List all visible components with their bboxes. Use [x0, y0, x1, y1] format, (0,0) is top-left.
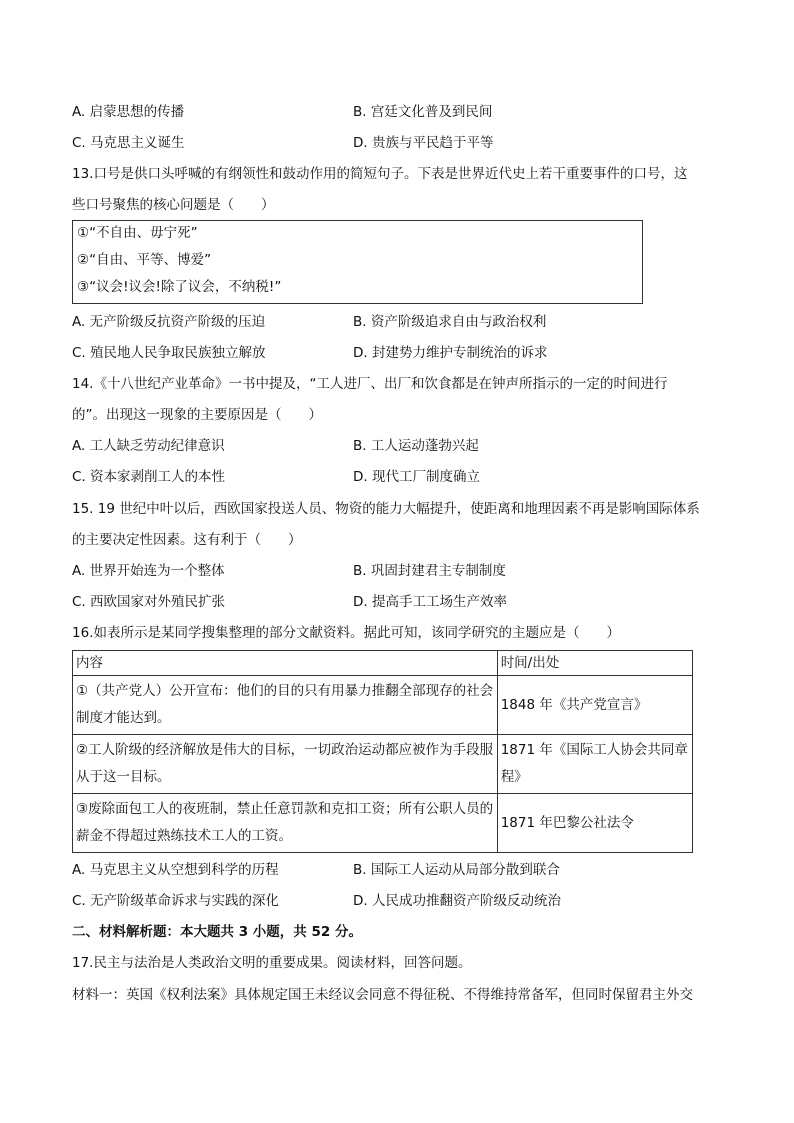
- q13-quote-1: ①“不自由、毋宁死”: [77, 225, 198, 241]
- table-cell-content: ②工人阶级的经济解放是伟大的目标，一切政治运动都应被作为手段服从于这一目标。: [73, 735, 498, 794]
- q14-option-a: A. 工人缺乏劳动纪律意识: [72, 438, 225, 454]
- q15-stem-line2: 的主要决定性因素。这有利于（ ）: [72, 532, 302, 548]
- q13-quote-2: ②“自由、平等、博爱”: [77, 252, 212, 268]
- q14-stem-line2: 的”。出现这一现象的主要原因是（ ）: [72, 407, 322, 423]
- q14-option-c: C. 资本家剥削工人的本性: [72, 469, 226, 485]
- q13-quote-box: [72, 220, 643, 304]
- q16-option-b: B. 国际工人运动从局部分散到联合: [353, 862, 560, 878]
- q16-option-d: D. 人民成功推翻资产阶级反动统治: [353, 893, 561, 909]
- section2-heading: 二、材料解析题：本大题共 3 小题，共 52 分。: [72, 924, 362, 940]
- table-row: [73, 794, 693, 853]
- q14-option-b: B. 工人运动蓬勃兴起: [353, 438, 479, 454]
- q16-option-a: A. 马克思主义从空想到科学的历程: [72, 862, 279, 878]
- table-header-row: [73, 651, 693, 676]
- q16-table: [72, 650, 693, 853]
- q13-stem-line2: 些口号聚焦的核心问题是（ ）: [72, 197, 275, 213]
- q12-option-c: C. 马克思主义诞生: [72, 135, 185, 151]
- q16-stem: 16.如表所示是某同学搜集整理的部分文献资料。据此可知，该同学研究的主题应是（ ）: [72, 625, 620, 641]
- q15-option-a: A. 世界开始连为一个整体: [72, 563, 225, 579]
- table-row: [73, 676, 693, 735]
- q15-option-c: C. 西欧国家对外殖民扩张: [72, 594, 226, 610]
- table-cell-source: 1871 年巴黎公社法令: [497, 794, 692, 853]
- table-cell-source: 1848 年《共产党宣言》: [497, 676, 692, 735]
- q12-option-d: D. 贵族与平民趋于平等: [353, 135, 494, 151]
- q17-material1: 材料一：英国《权利法案》具体规定国王未经议会同意不得征税、不得维持常备军，但同时保留君主外交: [72, 987, 693, 1003]
- table-header-source: 时间/出处: [497, 651, 692, 676]
- q13-option-a: A. 无产阶级反抗资产阶级的压迫: [72, 314, 266, 330]
- table-cell-source: 1871 年《国际工人协会共同章程》: [497, 735, 692, 794]
- q14-option-d: D. 现代工厂制度确立: [353, 469, 480, 485]
- q15-option-d: D. 提高手工工场生产效率: [353, 594, 507, 610]
- q12-option-a: A. 启蒙思想的传播: [72, 104, 185, 120]
- q13-option-d: D. 封建势力维护专制统治的诉求: [353, 345, 548, 361]
- table-cell-content: ③废除面包工人的夜班制，禁止任意罚款和克扣工资；所有公职人员的薪金不得超过熟练技术工人的工资。: [73, 794, 498, 853]
- q14-stem-line1: 14.《十八世纪产业革命》一书中提及，“工人进厂、出厂和饮食都是在钟声所指示的一定的时间进行: [72, 376, 668, 392]
- q15-stem-line1: 15. 19 世纪中叶以后，西欧国家投送人员、物资的能力大幅提升，使距离和地理因素不再是影响国际体系: [72, 501, 700, 517]
- q15-option-b: B. 巩固封建君主专制制度: [353, 563, 506, 579]
- q12-option-b: B. 宫廷文化普及到民间: [353, 104, 493, 120]
- q16-option-c: C. 无产阶级革命诉求与实践的深化: [72, 893, 280, 909]
- table-header-content: 内容: [73, 651, 498, 676]
- q13-option-c: C. 殖民地人民争取民族独立解放: [72, 345, 266, 361]
- q17-stem: 17.民主与法治是人类政治文明的重要成果。阅读材料，回答问题。: [72, 955, 472, 971]
- q13-option-b: B. 资产阶级追求自由与政治权利: [353, 314, 547, 330]
- q13-stem-line1: 13.口号是供口头呼喊的有纲领性和鼓动作用的简短句子。下表是世界近代史上若干重要事件的口号，这: [72, 166, 688, 182]
- table-cell-content: ①（共产党人）公开宣布：他们的目的只有用暴力推翻全部现存的社会制度才能达到。: [73, 676, 498, 735]
- table-row: [73, 735, 693, 794]
- q13-quote-3: ③“议会!议会!除了议会，不纳税!”: [77, 279, 282, 295]
